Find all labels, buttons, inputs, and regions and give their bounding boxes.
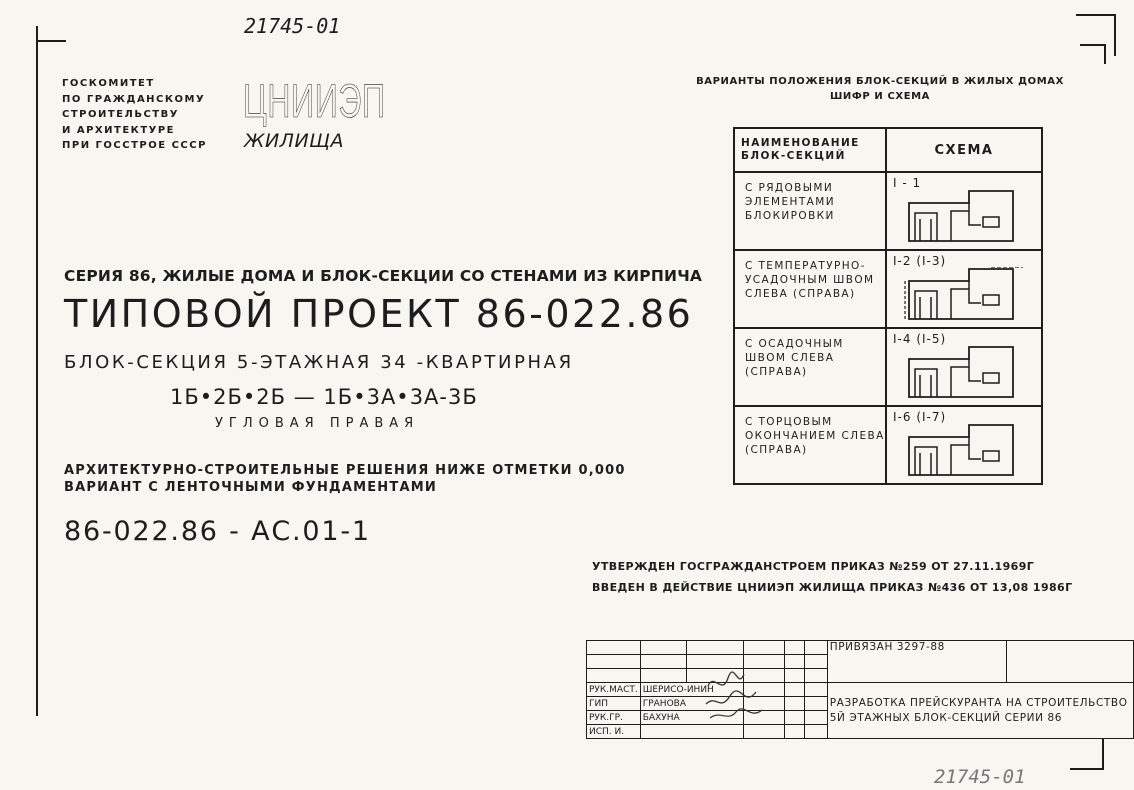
stamp-cell (805, 725, 827, 739)
stamp-cell (805, 655, 827, 669)
stamp-cell (805, 697, 827, 711)
variant-code: I-2 (I-3) (893, 254, 947, 268)
stamp-cell (686, 641, 743, 655)
stamp-cell (784, 683, 805, 697)
stamp-cell (640, 641, 686, 655)
approval-line: УТВЕРЖДЕН ГОСГРАЖДАНСТРОЕМ ПРИКАЗ №259 ОТ 27.11.1969Г (592, 560, 1035, 573)
stamp-cell (587, 641, 641, 655)
col-name-header: НАИМЕНОВАНИЕ БЛОК-СЕКЦИЙ (734, 128, 886, 172)
stamp-cell (784, 669, 805, 683)
signature-name: ШЕРИСО-ИНИН (640, 683, 743, 697)
org-line: И АРХИТЕКТУРЕ (62, 124, 176, 136)
signature-role: ИСП. И. (587, 725, 641, 739)
block-scheme-diagram (903, 267, 1029, 321)
work-title-line: 5Й ЭТАЖНЫХ БЛОК-СЕКЦИЙ СЕРИИ 86 (829, 711, 1063, 724)
variant-scheme-cell (886, 250, 1042, 328)
handwritten-number-top: 21745-01 (244, 14, 341, 38)
document-code: 86-022.86 - АС.01-1 (64, 516, 371, 547)
variant-code: I-4 (I-5) (893, 332, 947, 346)
corner-type: УГЛОВАЯ ПРАВАЯ (215, 416, 420, 431)
col-scheme-header: СХЕМА (886, 128, 1042, 172)
title-block-stamp (586, 640, 1134, 739)
stamp-cell (1007, 641, 1134, 683)
org-line: ПО ГРАЖДАНСКОМУ (62, 93, 206, 105)
institute-logo-subtitle: ЖИЛИЩА (244, 130, 344, 152)
stamp-cell (587, 669, 641, 683)
frame-corner-top-right-inner (1080, 44, 1106, 64)
block-scheme-diagram (903, 189, 1029, 243)
variant-scheme-cell (886, 328, 1042, 406)
variant-row (734, 250, 1042, 328)
variants-heading (660, 74, 1100, 104)
block-section-description: БЛОК-СЕКЦИЯ 5-ЭТАЖНАЯ 34 -КВАРТИРНАЯ (64, 352, 574, 373)
variant-name: С ОСАДОЧНЫМ ШВОМ СЛЕВА (СПРАВА) (734, 328, 886, 406)
variant-scheme-cell (886, 406, 1042, 484)
stamp-cell (805, 683, 827, 697)
signature-sign (743, 725, 784, 739)
stamp-cell (587, 655, 641, 669)
signature-name (640, 725, 743, 739)
variant-scheme-cell (886, 172, 1042, 250)
approval-block (592, 556, 1073, 598)
variant-name: С ТОРЦОВЫМ ОКОНЧАНИЕМ СЛЕВА (СПРАВА) (734, 406, 886, 484)
variants-header-row (734, 128, 1042, 172)
stamp-cell (805, 711, 827, 725)
variant-code: I - 1 (893, 176, 922, 190)
signature-name: ГРАНОВА (640, 697, 743, 711)
series-line: СЕРИЯ 86, ЖИЛЫЕ ДОМА И БЛОК-СЕКЦИИ СО СТЕНАМИ ИЗ КИРПИЧА (64, 267, 703, 285)
signature-role: РУК.МАСТ. (587, 683, 641, 697)
apartment-types: 1Б•2Б•2Б — 1Б•3А•3А-3Б (170, 385, 478, 409)
variants-heading-line: ВАРИАНТЫ ПОЛОЖЕНИЯ БЛОК-СЕКЦИЙ В ЖИЛЫХ ДОМАХ (696, 76, 1064, 87)
stamp-cell (640, 669, 686, 683)
stamp-cell (640, 655, 686, 669)
frame-corner-bottom-right (1070, 738, 1104, 770)
variant-name: С ТЕМПЕРАТУРНО-УСАДОЧНЫМ ШВОМ СЛЕВА (СПРАВА) (734, 250, 886, 328)
variant-code: I-6 (I-7) (893, 410, 947, 424)
stamp-cell (784, 697, 805, 711)
stamp-binding: ПРИВЯЗАН 3297-88 (827, 641, 1007, 683)
signature-role: РУК.ГР. (587, 711, 641, 725)
approval-line: ВВЕДЕН В ДЕЙСТВИЕ ЦНИИЭП ЖИЛИЩА ПРИКАЗ №436 ОТ 13,08 1986Г (592, 581, 1073, 594)
stamp-cell (784, 641, 805, 655)
handwritten-number-bottom: 21745-01 (934, 766, 1026, 788)
org-line: ПРИ ГОССТРОЕ СССР (62, 140, 207, 151)
variants-table (733, 127, 1043, 485)
stamp-cell (784, 711, 805, 725)
solutions-line: АРХИТЕКТУРНО-СТРОИТЕЛЬНЫЕ РЕШЕНИЯ НИЖЕ ОТМЕТКИ 0,000 (64, 463, 626, 478)
project-title: ТИПОВОЙ ПРОЕКТ 86-022.86 (64, 292, 694, 336)
solutions-description (64, 462, 626, 496)
variant-row (734, 406, 1042, 484)
block-scheme-diagram (903, 345, 1029, 399)
signature-name: БАХУНА (640, 711, 743, 725)
signature-scribbles (704, 666, 764, 726)
stamp-cell (784, 725, 805, 739)
variant-row (734, 172, 1042, 250)
stamp-work-title (827, 683, 1133, 739)
variant-row (734, 328, 1042, 406)
frame-corner-top-left (36, 40, 66, 42)
organization-name (62, 76, 207, 154)
stamp-cell (743, 641, 784, 655)
stamp-cell (805, 669, 827, 683)
block-scheme-diagram (903, 423, 1029, 477)
variant-name: С РЯДОВЫМИ ЭЛЕМЕНТАМИ БЛОКИРОВКИ (734, 172, 886, 250)
institute-logo: ЦНИИЭП (243, 74, 386, 127)
stamp-cell (805, 641, 827, 655)
solutions-line: ВАРИАНТ С ЛЕНТОЧНЫМИ ФУНДАМЕНТАМИ (64, 480, 437, 495)
frame-left-line (36, 26, 38, 716)
org-line: СТРОИТЕЛЬСТВУ (62, 109, 179, 120)
org-line: ГОСКОМИТЕТ (62, 78, 155, 89)
variants-heading-line: ШИФР И СХЕМА (829, 91, 931, 102)
stamp-cell (784, 655, 805, 669)
work-title-line: РАЗРАБОТКА ПРЕЙСКУРАНТА НА СТРОИТЕЛЬСТВО (829, 696, 1128, 709)
signature-role: ГИП (587, 697, 641, 711)
